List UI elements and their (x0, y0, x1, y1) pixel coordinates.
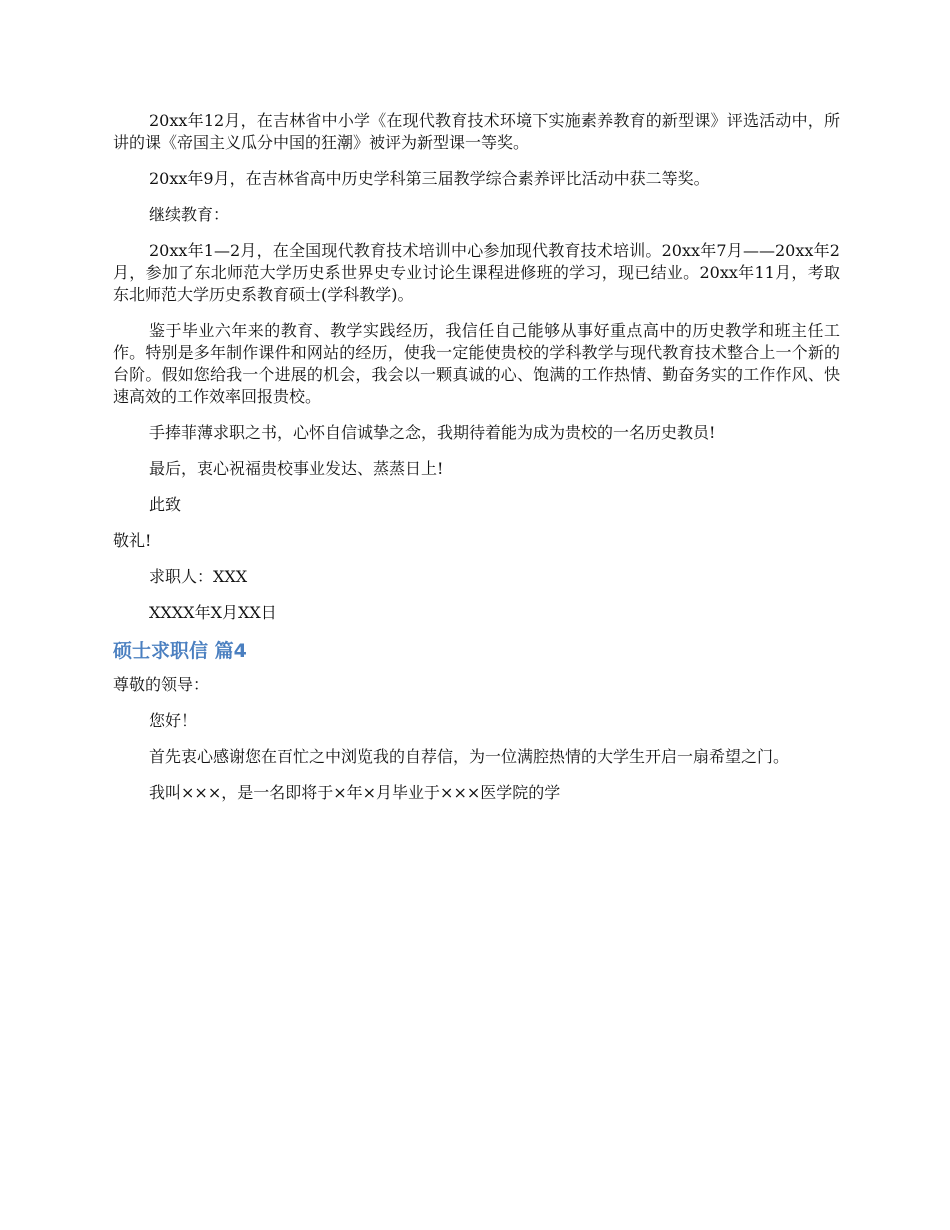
paragraph-blessing: 最后，衷心祝福贵校事业发达、蒸蒸日上! (149, 459, 444, 478)
paragraph-award-3: 20xx年9月，在吉林省高中历史学科第三届教学综合素养评比活动中获二等奖。 (149, 169, 710, 188)
paragraph-continuing-education: 20xx年1—2月，在全国现代教育技术培训中心参加现代教育技术培训。20xx年7月——20xx年2月，参加了东北师范大学历史系世界史专业讨论生课程进修班的学习，现已结业。20xx年11月，考取东北师范大学历史系教育硕士(学科教学)。 (113, 241, 840, 304)
paragraph-thanks: 首先衷心感谢您在百忙之中浏览我的自荐信，为一位满腔热情的大学生开启一扇希望之门。 (149, 747, 790, 766)
paragraph-award-2: 20xx年12月，在吉林省中小学《在现代教育技术环境下实施素养教育的新型课》评选活动中，所讲的课《帝国主义瓜分中国的狂潮》被评为新型课一等奖。 (113, 111, 840, 152)
paragraph-hello: 您好！ (149, 711, 198, 730)
signer-line: 求职人：XXX (149, 567, 248, 586)
greeting-line: 尊敬的领导： (113, 675, 210, 694)
document-page (113, 110, 840, 818)
closing-salute: 敬礼! (113, 531, 152, 550)
paragraph-continuing-education-label: 继续教育： (149, 205, 230, 224)
section-heading: 硕士求职信 篇4 (113, 640, 247, 662)
paragraph-introduction: 我叫×××，是一名即将于×年×月毕业于×××医学院的学 (149, 783, 561, 802)
closing-cizhi: 此致 (149, 495, 182, 514)
paragraph-expectation: 手捧菲薄求职之书，心怀自信诚挚之念，我期待着能为成为贵校的一名历史教员! (149, 423, 716, 442)
paragraph-self-assessment: 鉴于毕业六年来的教育、教学实践经历，我信任自己能够从事好重点高中的历史教学和班主任工作。特别是多年制作课件和网站的经历，使我一定能使贵校的学科教学与现代教育技术整合上一个新的台阶。假如您给我一个进展的机会，我会以一颗真诚的心、饱满的工作热情、勤奋务实的工作作风、快速高效的工作效率回报贵校。 (113, 321, 840, 406)
date-line: XXXX年X月XX日 (149, 603, 277, 622)
